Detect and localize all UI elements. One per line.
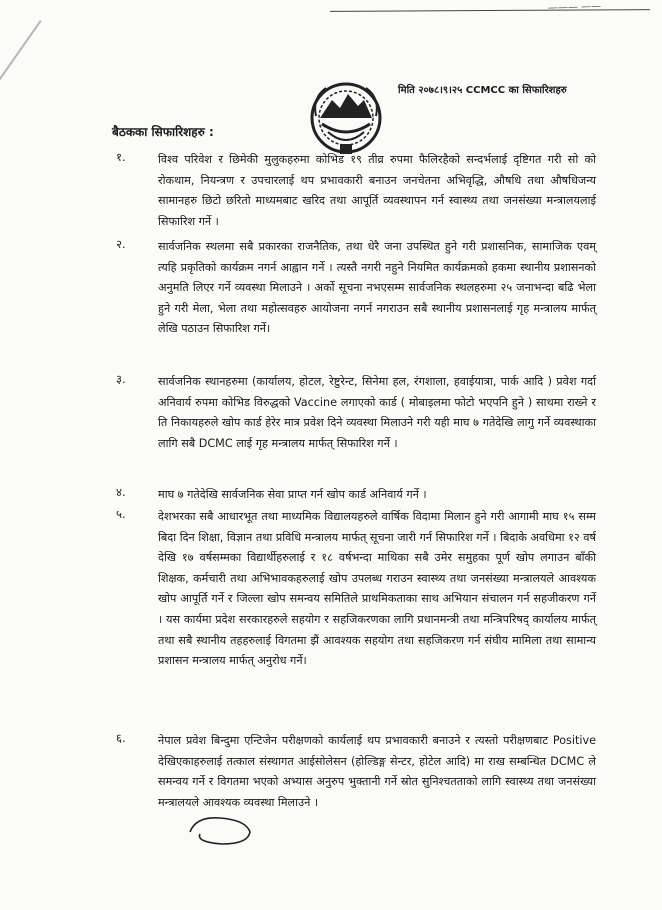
recommendation-item-5 <box>112 507 596 672</box>
item-text: देशभरका सबै आधारभूत तथा माध्यमिक विद्यालयहरुले वार्षिक विदामा मिलान हुने गरी आगामी माघ १५ सम्म बिदा दिन शिक्षा, विज्ञान तथा प्रविधि मन्त्रालय मार्फत् सूचना जारी गर्न सिफारिश गर्ने । बिदाके अवधिमा १२ वर्ष देखि १७ वर्षसम्मका विद्यार्थीहरुलाई र १८ वर्षभन्दा माथिका सबै उमेर समुहका पूर्ण खोप लगाउन बाँकी शिक्षक, कर्मचारी तथा अभिभावकहरुलाई खोप उपलब्ध गराउन स्वास्थ्य तथा जनसंख्या मन्त्रालयले आवश्यक खोप आपूर्ति गर्ने र जिल्ला खोप समन्वय समितिले प्राथमिकताका साथ अभियान संचालन गर्न सहजीकरण गर्ने । यस कार्यमा प्रदेश सरकारहरुले सहयोग र सहजिकरणका लागि प्रधानमन्त्री तथा मन्त्रिपरिषद् कार्यालय मार्फत् तथा सबै स्थानीय तहहरुलाई विगतमा झैं आवश्यक सहयोग तथा सहजिकरण गर्न संघीय मामिला तथा सामान्य प्रशासन मन्त्रालय मार्फत् अनुरोध गर्ने। <box>158 510 596 668</box>
top-scribble: ——— —— <box>547 1 602 14</box>
item-number: ५. <box>116 507 126 521</box>
recommendation-item-4 <box>112 485 596 506</box>
item-number: ४. <box>116 485 126 499</box>
recommendation-item-6 <box>112 731 596 813</box>
recommendation-item-1 <box>112 150 596 232</box>
recommendation-item-3 <box>112 372 596 454</box>
signature-mark <box>186 812 256 848</box>
item-text: नेपाल प्रवेश बिन्दुमा एन्टिजेन परीक्षणको कार्यलाई थप प्रभावकारी बनाउने र त्यस्तो परीक्षणबाट Positive देखिएकाहरुलाई तत्काल संस्थागत आईसोलेसन (होल्डिङ्ग सेन्टर, होटेल आदि) मा राख सम्बन्धित DCMC ले समन्वय गर्ने र विगतमा भएको अभ्यास अनुरुप भुक्तानी गर्ने स्रोत सुनिश्चतताको लागि स्वास्थ्य तथा जनसंख्या मन्त्रालयले आवश्यक व्यवस्था मिलाउने । <box>158 734 596 809</box>
item-number: २. <box>116 237 126 251</box>
item-number: ३. <box>116 372 126 386</box>
section-heading: बैठकका सिफारिशहरु : <box>112 125 214 139</box>
item-text: माघ ७ गतेदेखि सार्वजनिक सेवा प्राप्त गर्न खोप कार्ड अनिवार्य गर्ने । <box>158 488 427 501</box>
top-rule <box>330 9 650 12</box>
item-text: सार्वजनिक स्थानहरुमा (कार्यालय, होटल, रेष्टुरेन्ट, सिनेमा हल, रंगशाला, हवाईयात्रा, पार्क आदि ) प्रवेश गर्दा अनिवार्य रुपमा कोभिड विरुद्धको Vaccine लगाएको कार्ड ( मोबाइलमा फोटो भएपनि हुने ) साथमा राख्ने र ति निकायहरुले खोप कार्ड हेरेर मात्र प्रवेश दिने व्यवस्था मिलाउने गरी यही माघ ७ गतेदेखि लागु गर्ने व्यवस्थाका लागि सबै DCMC लाई गृह मन्त्रालय मार्फत् सिफारिश गर्ने । <box>158 375 596 450</box>
item-text: सार्वजनिक स्थलमा सबै प्रकारका राजनैतिक, तथा धेरै जना उपस्थित हुने गरी प्रशासनिक, सामाजिक एवम् त्यहि प्रकृतिको कार्यक्रम नगर्न आह्वान गर्ने । त्यस्तै नगरी नहुने नियमित कार्यक्रमको हकमा स्थानीय प्रशासनको अनुमति लिएर गर्ने व्यवस्था मिलाउने । अर्को सूचना नभएसम्म सार्वजनिक स्थलहरुमा २५ जनाभन्दा बढि भेला हुने गरी मेला, भेला तथा महोत्सवहरु आयोजना नगर्न नगराउन सबै स्थानीय प्रशासनलाई गृह मन्त्रालय मार्फत् लेखि पठाउन सिफारिश गर्ने। <box>158 240 596 336</box>
government-emblem-icon <box>306 78 386 160</box>
margin-pen-stroke <box>0 20 42 119</box>
recommendation-item-2 <box>112 237 596 340</box>
item-text: विश्व परिवेश र छिमेकी मुलुकहरुमा कोभिड १९ तीव्र रुपमा फैलिरहैको सन्दर्भलाई दृष्टिगत गरी सो को रोकथाम, नियन्त्रण र उपचारलाई थप प्रभावकारी बनाउन जनचेतना अभिवृद्धि, औषधि तथा औषधिजन्य सामानहरु छिटो छरितो माध्यमबाट खरिद तथा आपूर्ति व्यवस्थापन गर्न स्वास्थ्य तथा जनसंख्या मन्त्रालयलाई सिफारिश गर्ने । <box>158 153 596 228</box>
date-line: मिति २०७८।९।२५ CCMCC का सिफारिशहरु <box>398 85 567 96</box>
item-number: ६. <box>116 731 126 745</box>
item-number: १. <box>116 150 126 164</box>
